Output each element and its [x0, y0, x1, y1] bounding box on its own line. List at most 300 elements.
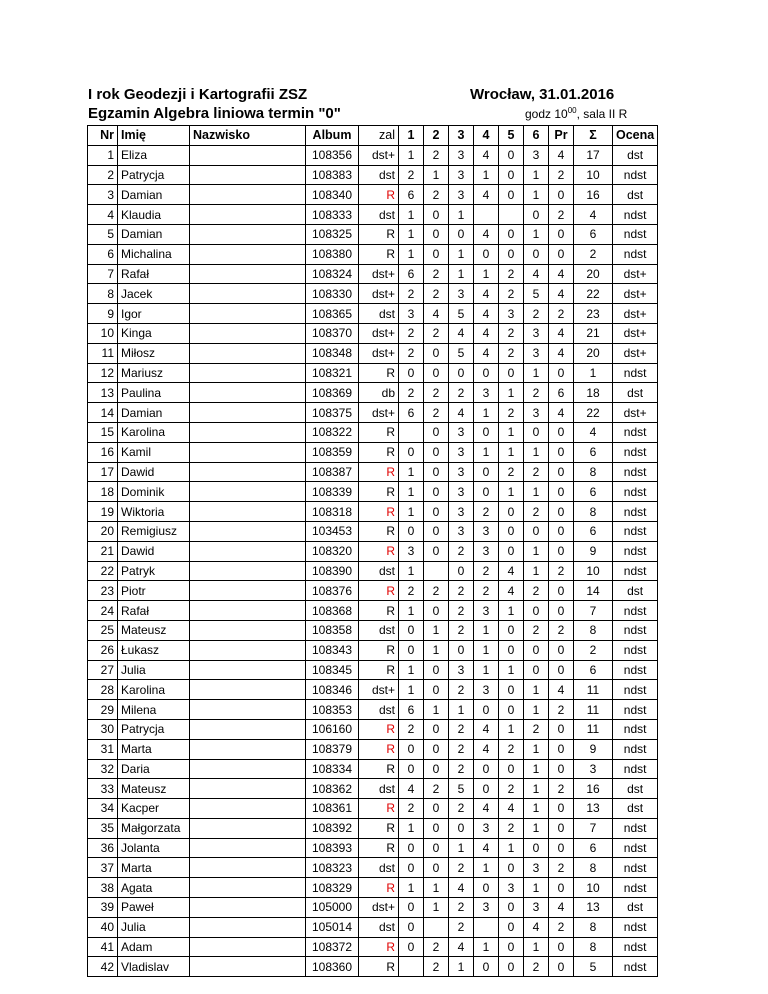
col-3-cell: 1	[449, 264, 474, 284]
col-5-cell: 0	[499, 759, 524, 779]
col-zal-cell: dst+	[359, 264, 399, 284]
col-6-cell: 0	[524, 422, 549, 442]
col-sum-cell: 3	[574, 759, 613, 779]
col-2-cell: 1	[424, 700, 449, 720]
col-nr-cell: 14	[88, 403, 118, 423]
col-3-cell: 3	[449, 284, 474, 304]
col-zal-cell: R	[359, 640, 399, 660]
col-5-cell: 0	[499, 700, 524, 720]
col-4-cell: 0	[474, 422, 499, 442]
col-5-cell: 1	[499, 838, 524, 858]
col-zal-cell: R	[359, 244, 399, 264]
col-nr-cell: 8	[88, 284, 118, 304]
col-2-cell	[424, 917, 449, 937]
col-nr-cell: 23	[88, 581, 118, 601]
col-album-cell: 106160	[306, 719, 359, 739]
col-zal-cell: R	[359, 759, 399, 779]
col-1-cell: 0	[399, 858, 424, 878]
col-imie-cell: Paweł	[118, 898, 190, 918]
col-ocena-cell: ndst	[613, 858, 658, 878]
col-5-cell: 0	[499, 957, 524, 977]
col-2-cell: 2	[424, 185, 449, 205]
col-pr-cell: 0	[549, 363, 574, 383]
col-6-cell: 3	[524, 403, 549, 423]
col-album-cell: 108379	[306, 739, 359, 759]
col-2-cell: 0	[424, 205, 449, 225]
col-1-cell: 3	[399, 541, 424, 561]
col-album-cell: 108356	[306, 145, 359, 165]
col-nr-cell: 20	[88, 521, 118, 541]
col-ocena-cell: ndst	[613, 957, 658, 977]
col-4-cell: 3	[474, 541, 499, 561]
table-row	[88, 264, 658, 284]
col-nr-cell: 10	[88, 323, 118, 343]
col-nazwisko-cell	[190, 799, 306, 819]
col-1-cell: 1	[399, 205, 424, 225]
col-ocena-cell: dst+	[613, 403, 658, 423]
col-pr-cell: 0	[549, 640, 574, 660]
col-album-cell: 108392	[306, 818, 359, 838]
col-zal-cell: R	[359, 521, 399, 541]
col-album-cell: 108362	[306, 779, 359, 799]
col-6-cell: 1	[524, 878, 549, 898]
col-zal-cell: dst	[359, 917, 399, 937]
col-ocena-cell: ndst	[613, 502, 658, 522]
col-zal-cell: dst	[359, 561, 399, 581]
col-imie-cell: Jolanta	[118, 838, 190, 858]
col-nazwisko-cell	[190, 601, 306, 621]
col-imie-cell: Mariusz	[118, 363, 190, 383]
col-nazwisko-cell	[190, 620, 306, 640]
col-2-cell: 0	[424, 224, 449, 244]
table-row	[88, 462, 658, 482]
table-row	[88, 145, 658, 165]
col-nr-cell: 4	[88, 205, 118, 225]
col-nr-cell: 32	[88, 759, 118, 779]
col-6-cell: 1	[524, 442, 549, 462]
col-4-cell: 4	[474, 304, 499, 324]
col-ocena-cell: ndst	[613, 739, 658, 759]
col-5-cell: 2	[499, 403, 524, 423]
col-6-cell: 2	[524, 462, 549, 482]
col-5-cell: 0	[499, 917, 524, 937]
col-imie-cell: Agata	[118, 878, 190, 898]
col-imie-cell: Igor	[118, 304, 190, 324]
col-album-cell: 108361	[306, 799, 359, 819]
col-2-cell: 0	[424, 502, 449, 522]
table-row	[88, 521, 658, 541]
col-4-cell: 4	[474, 343, 499, 363]
col-sum-cell: 5	[574, 957, 613, 977]
col-zal-cell: R	[359, 442, 399, 462]
col-sum-cell: 20	[574, 343, 613, 363]
col-6-cell: 1	[524, 759, 549, 779]
col-6-cell: 0	[524, 838, 549, 858]
col-sum-cell: 11	[574, 700, 613, 720]
col-pr-cell: 0	[549, 482, 574, 502]
table-row	[88, 185, 658, 205]
col-nazwisko-cell	[190, 858, 306, 878]
col-nazwisko-cell	[190, 640, 306, 660]
col-zal-cell: dst	[359, 858, 399, 878]
col-ocena-cell: ndst	[613, 719, 658, 739]
col-2-cell: 2	[424, 323, 449, 343]
col-ocena-cell: dst+	[613, 284, 658, 304]
col-imie-cell: Patryk	[118, 561, 190, 581]
col-ocena-cell: ndst	[613, 878, 658, 898]
col-nr-cell: 25	[88, 620, 118, 640]
col-pr-cell: 2	[549, 561, 574, 581]
col-pr-cell: 4	[549, 680, 574, 700]
col-album-cell: 108325	[306, 224, 359, 244]
col-nr-cell: 22	[88, 561, 118, 581]
col-4-cell: 0	[474, 482, 499, 502]
col-4-cell: 0	[474, 779, 499, 799]
col-zal-cell: dst	[359, 620, 399, 640]
table-row	[88, 224, 658, 244]
table-row	[88, 818, 658, 838]
col-6-cell: 3	[524, 145, 549, 165]
col-3-cell: 3	[449, 165, 474, 185]
col-6-cell: 4	[524, 264, 549, 284]
col-zal-cell: dst	[359, 165, 399, 185]
col-6-cell: 1	[524, 363, 549, 383]
col-1-cell: 2	[399, 383, 424, 403]
col-sum-cell: 1	[574, 363, 613, 383]
col-pr-cell: 0	[549, 719, 574, 739]
col-nr-cell: 2	[88, 165, 118, 185]
col-4-cell: 0	[474, 363, 499, 383]
col-nr-cell: 29	[88, 700, 118, 720]
col-zal-cell: R	[359, 422, 399, 442]
col-4-cell: 4	[474, 284, 499, 304]
col-ocena-cell: ndst	[613, 660, 658, 680]
col-ocena-cell: dst+	[613, 323, 658, 343]
col-4-cell: 4	[474, 739, 499, 759]
col-nazwisko-cell	[190, 145, 306, 165]
col-zal-cell: dst+	[359, 323, 399, 343]
col-4-cell: 1	[474, 620, 499, 640]
col-ocena-cell: dst	[613, 799, 658, 819]
col-5-cell: 2	[499, 739, 524, 759]
col-3-cell: 3	[449, 462, 474, 482]
col-album-cell: 105000	[306, 898, 359, 918]
col-sum-cell: 10	[574, 561, 613, 581]
col-zal-cell: R	[359, 957, 399, 977]
col-1-cell: 6	[399, 185, 424, 205]
col-imie-cell: Rafał	[118, 601, 190, 621]
col-5-cell: 2	[499, 323, 524, 343]
col-3-header: 3	[449, 126, 474, 146]
col-1-cell: 2	[399, 799, 424, 819]
table-row	[88, 442, 658, 462]
col-sum-cell: 6	[574, 224, 613, 244]
col-5-cell: 1	[499, 422, 524, 442]
col-5-cell: 0	[499, 185, 524, 205]
col-album-cell: 108348	[306, 343, 359, 363]
col-sum-cell: 18	[574, 383, 613, 403]
table-row	[88, 323, 658, 343]
col-nazwisko-cell	[190, 898, 306, 918]
col-nr-cell: 13	[88, 383, 118, 403]
col-zal-cell: dst	[359, 700, 399, 720]
col-zal-header: zal	[359, 126, 399, 146]
col-1-cell: 1	[399, 601, 424, 621]
col-nazwisko-cell	[190, 264, 306, 284]
col-2-cell: 2	[424, 145, 449, 165]
col-album-cell: 108346	[306, 680, 359, 700]
col-imie-cell: Marta	[118, 739, 190, 759]
col-nr-cell: 28	[88, 680, 118, 700]
col-nazwisko-cell	[190, 818, 306, 838]
col-sum-cell: 6	[574, 660, 613, 680]
col-nr-cell: 31	[88, 739, 118, 759]
col-imie-cell: Dawid	[118, 541, 190, 561]
col-ocena-cell: ndst	[613, 700, 658, 720]
col-nazwisko-cell	[190, 660, 306, 680]
col-imie-cell: Kamil	[118, 442, 190, 462]
col-imie-cell: Vladislav	[118, 957, 190, 977]
col-album-cell: 105014	[306, 917, 359, 937]
col-5-cell: 0	[499, 363, 524, 383]
col-pr-cell: 0	[549, 224, 574, 244]
header-row	[88, 126, 658, 146]
col-1-cell: 0	[399, 937, 424, 957]
col-nazwisko-cell	[190, 403, 306, 423]
col-1-cell: 0	[399, 917, 424, 937]
col-5-cell: 0	[499, 502, 524, 522]
col-sum-cell: 8	[574, 937, 613, 957]
col-nazwisko-cell	[190, 205, 306, 225]
col-pr-cell: 4	[549, 403, 574, 423]
col-6-cell: 2	[524, 304, 549, 324]
col-3-cell: 2	[449, 739, 474, 759]
col-1-cell: 1	[399, 561, 424, 581]
col-pr-cell: 4	[549, 898, 574, 918]
col-6-cell: 2	[524, 957, 549, 977]
table-row	[88, 660, 658, 680]
col-1-cell: 1	[399, 482, 424, 502]
col-4-cell: 3	[474, 383, 499, 403]
col-5-header: 5	[499, 126, 524, 146]
exam-title: Egzamin Algebra liniowa termin "0"	[88, 105, 341, 122]
col-4-cell: 3	[474, 601, 499, 621]
col-nazwisko-cell	[190, 363, 306, 383]
col-imie-cell: Mateusz	[118, 779, 190, 799]
col-ocena-cell: dst+	[613, 343, 658, 363]
col-ocena-cell: ndst	[613, 640, 658, 660]
col-ocena-cell: ndst	[613, 759, 658, 779]
col-nr-cell: 40	[88, 917, 118, 937]
col-3-cell: 3	[449, 422, 474, 442]
col-nr-cell: 9	[88, 304, 118, 324]
col-album-cell: 108393	[306, 838, 359, 858]
col-ocena-cell: dst	[613, 383, 658, 403]
col-6-cell: 0	[524, 660, 549, 680]
col-1-cell: 6	[399, 264, 424, 284]
col-1-cell: 2	[399, 284, 424, 304]
col-pr-cell: 2	[549, 779, 574, 799]
col-nazwisko-cell	[190, 422, 306, 442]
col-sum-cell: 11	[574, 680, 613, 700]
col-nr-cell: 12	[88, 363, 118, 383]
col-album-cell: 108318	[306, 502, 359, 522]
col-nr-cell: 19	[88, 502, 118, 522]
col-2-cell: 0	[424, 462, 449, 482]
col-2-cell: 0	[424, 541, 449, 561]
col-4-cell: 4	[474, 224, 499, 244]
col-album-cell: 108321	[306, 363, 359, 383]
col-3-cell: 1	[449, 205, 474, 225]
col-4-cell: 0	[474, 244, 499, 264]
col-sum-cell: 10	[574, 165, 613, 185]
col-sum-cell: 8	[574, 858, 613, 878]
col-zal-cell: dst+	[359, 145, 399, 165]
col-zal-cell: R	[359, 185, 399, 205]
col-6-cell: 5	[524, 284, 549, 304]
col-nr-cell: 16	[88, 442, 118, 462]
col-2-cell: 0	[424, 660, 449, 680]
col-album-cell: 108358	[306, 620, 359, 640]
col-nr-cell: 38	[88, 878, 118, 898]
col-6-cell: 1	[524, 561, 549, 581]
col-pr-cell: 4	[549, 343, 574, 363]
col-1-cell: 6	[399, 700, 424, 720]
col-nazwisko-cell	[190, 700, 306, 720]
col-ocena-cell: ndst	[613, 244, 658, 264]
col-4-cell: 1	[474, 403, 499, 423]
col-imie-cell: Piotr	[118, 581, 190, 601]
col-6-cell: 1	[524, 937, 549, 957]
col-4-cell: 4	[474, 719, 499, 739]
col-4-cell: 1	[474, 264, 499, 284]
col-2-header: 2	[424, 126, 449, 146]
table-row	[88, 581, 658, 601]
col-3-cell: 2	[449, 858, 474, 878]
col-imie-cell: Dominik	[118, 482, 190, 502]
col-nazwisko-cell	[190, 521, 306, 541]
col-pr-cell: 0	[549, 521, 574, 541]
col-5-cell: 2	[499, 343, 524, 363]
col-5-cell: 0	[499, 541, 524, 561]
col-5-cell: 0	[499, 224, 524, 244]
col-4-cell: 3	[474, 680, 499, 700]
col-5-cell: 0	[499, 521, 524, 541]
col-nr-cell: 34	[88, 799, 118, 819]
col-3-cell: 4	[449, 937, 474, 957]
col-zal-cell: R	[359, 541, 399, 561]
col-2-cell: 1	[424, 898, 449, 918]
col-1-cell: 0	[399, 838, 424, 858]
table-row	[88, 244, 658, 264]
col-sum-cell: 6	[574, 521, 613, 541]
col-ocena-cell: ndst	[613, 165, 658, 185]
col-4-cell: 1	[474, 165, 499, 185]
col-nr-cell: 35	[88, 818, 118, 838]
col-nazwisko-cell	[190, 185, 306, 205]
col-1-cell: 0	[399, 363, 424, 383]
col-imie-cell: Klaudia	[118, 205, 190, 225]
col-3-cell: 2	[449, 581, 474, 601]
col-2-cell: 0	[424, 719, 449, 739]
col-1-cell: 2	[399, 719, 424, 739]
col-6-cell: 3	[524, 858, 549, 878]
col-sum-cell: 8	[574, 462, 613, 482]
col-sum-cell: 11	[574, 719, 613, 739]
col-zal-cell: R	[359, 462, 399, 482]
col-2-cell: 0	[424, 799, 449, 819]
col-imie-cell: Kacper	[118, 799, 190, 819]
col-3-cell: 2	[449, 541, 474, 561]
col-album-cell: 108359	[306, 442, 359, 462]
col-ocena-cell: ndst	[613, 363, 658, 383]
time-prefix: godz 10	[525, 107, 568, 121]
col-zal-cell: dst	[359, 779, 399, 799]
col-nr-cell: 1	[88, 145, 118, 165]
col-3-cell: 0	[449, 363, 474, 383]
col-nr-cell: 6	[88, 244, 118, 264]
col-2-cell: 0	[424, 759, 449, 779]
table-row	[88, 422, 658, 442]
col-5-cell: 3	[499, 878, 524, 898]
exam-time-room	[525, 106, 627, 121]
col-nr-cell: 26	[88, 640, 118, 660]
col-1-cell	[399, 957, 424, 977]
col-sum-cell: 22	[574, 403, 613, 423]
table-row	[88, 799, 658, 819]
col-pr-cell: 2	[549, 620, 574, 640]
col-album-cell: 108353	[306, 700, 359, 720]
col-5-cell: 0	[499, 145, 524, 165]
col-3-cell: 4	[449, 878, 474, 898]
col-1-cell: 1	[399, 660, 424, 680]
col-6-cell: 0	[524, 601, 549, 621]
col-zal-cell: R	[359, 363, 399, 383]
col-imie-header: Imię	[118, 126, 190, 146]
col-6-cell: 1	[524, 185, 549, 205]
col-5-cell: 1	[499, 660, 524, 680]
col-pr-cell: 0	[549, 541, 574, 561]
col-6-cell: 1	[524, 680, 549, 700]
col-zal-cell: R	[359, 482, 399, 502]
table-row	[88, 403, 658, 423]
col-2-cell: 0	[424, 422, 449, 442]
col-5-cell: 2	[499, 818, 524, 838]
col-5-cell: 1	[499, 383, 524, 403]
col-3-cell: 5	[449, 779, 474, 799]
col-3-cell: 3	[449, 482, 474, 502]
col-5-cell: 2	[499, 284, 524, 304]
col-imie-cell: Damian	[118, 403, 190, 423]
col-3-cell: 3	[449, 442, 474, 462]
col-nazwisko-cell	[190, 482, 306, 502]
col-6-cell: 2	[524, 719, 549, 739]
col-4-cell: 1	[474, 937, 499, 957]
col-nazwisko-cell	[190, 224, 306, 244]
col-imie-cell: Daria	[118, 759, 190, 779]
col-sum-cell: 8	[574, 620, 613, 640]
col-nazwisko-cell	[190, 244, 306, 264]
col-nr-cell: 37	[88, 858, 118, 878]
table-row	[88, 937, 658, 957]
col-1-cell: 4	[399, 779, 424, 799]
col-5-cell: 0	[499, 937, 524, 957]
col-nazwisko-cell	[190, 779, 306, 799]
col-pr-cell: 0	[549, 937, 574, 957]
col-3-cell: 3	[449, 145, 474, 165]
col-4-cell: 4	[474, 838, 499, 858]
col-sum-cell: 7	[574, 818, 613, 838]
